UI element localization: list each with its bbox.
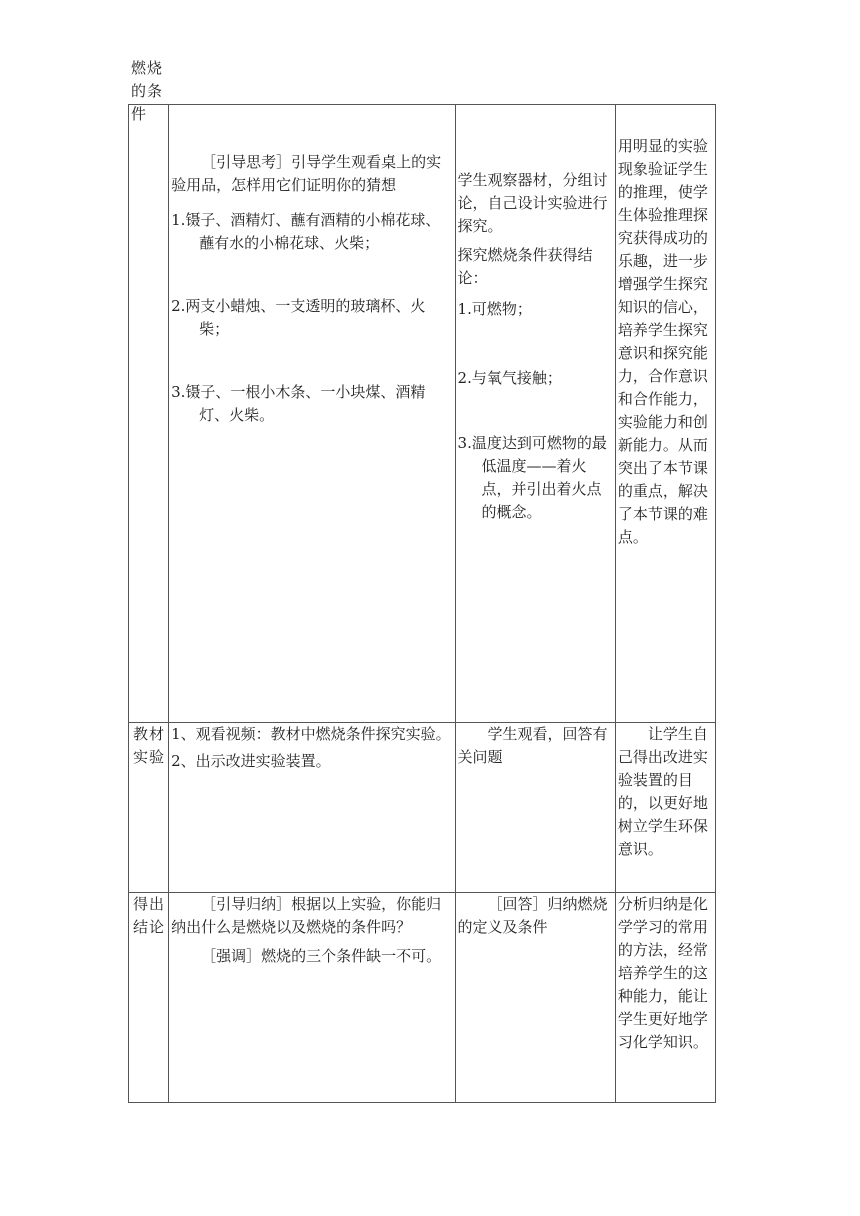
student-item: 1.可燃物； [457, 300, 532, 318]
student-item: 2.与氧气接触； [457, 369, 562, 387]
student-answer: 学生观看，回答有关问题 [457, 725, 608, 766]
stage-label: 得出结论 [133, 895, 166, 936]
stage-cell [129, 723, 169, 893]
design-intent: 用明显的实验现象验证学生的推理，使学生体验推理探究获得成功的乐趣，进一步增强学生探究知识的信心，培养学生探究意识和探究能力，合作意识和合作能力，实验能力和创新能力。从而突出了本节课的重点，解决了本节课的难点。 [617, 137, 708, 546]
stage-cell [129, 893, 169, 1103]
design-intent-cell [615, 105, 715, 723]
table-row [129, 105, 716, 723]
lesson-plan-table [128, 59, 716, 1103]
design-intent-cell [615, 893, 715, 1103]
teacher-activity-cell [169, 105, 455, 723]
teacher-item: 2、出示改进实验装置。 [171, 752, 331, 770]
teacher-emphasis: ［强调］燃烧的三个条件缺一不可。 [201, 947, 442, 965]
student-answer: ［回答］归纳燃烧的定义及条件 [457, 895, 608, 936]
stage-label: 燃烧的条件 [131, 59, 164, 123]
student-activity-cell [455, 723, 615, 893]
teacher-item: 2.两支小蜡烛、一支透明的玻璃杯、火柴； [171, 297, 426, 338]
stage-cell [129, 59, 169, 723]
teacher-item: 3.镊子、一根小木条、一小块煤、酒精灯、火柴。 [171, 383, 426, 424]
teacher-item: 1.镊子、酒精灯、蘸有酒精的小棉花球、蘸有水的小棉花球、火柴； [171, 211, 441, 252]
student-conclusion-head: 探究燃烧条件获得结论： [457, 246, 593, 287]
stage-label: 教材实验 [133, 725, 166, 766]
design-intent-cell [615, 723, 715, 893]
design-intent: 让学生自己得出改进实验装置的目的，以更好地树立学生环保意识。 [617, 725, 708, 858]
student-intro: 学生观察器材，分组讨论，自己设计实验进行探究。 [457, 171, 608, 235]
student-activity-cell [455, 893, 615, 1103]
student-activity-cell [455, 105, 615, 723]
teacher-intro: ［引导思考］引导学生观看桌上的实验用品，怎样用它们证明你的猜想 [171, 153, 442, 194]
table-row [129, 893, 716, 1103]
teacher-activity-cell [169, 893, 455, 1103]
teacher-guide: ［引导归纳］根据以上实验，你能归纳出什么是燃烧以及燃烧的条件吗？ [171, 895, 442, 936]
student-item: 3.温度达到可燃物的最低温度——着火点，并引出着火点的概念。 [457, 434, 607, 521]
teacher-item: 1、观看视频：教材中燃烧条件探究实验。 [171, 725, 451, 743]
table-row [129, 723, 716, 893]
teacher-activity-cell [169, 723, 455, 893]
design-intent: 分析归纳是化学学习的常用的方法，经常培养学生的这种能力，能让学生更好地学习化学知识。 [617, 895, 708, 1051]
